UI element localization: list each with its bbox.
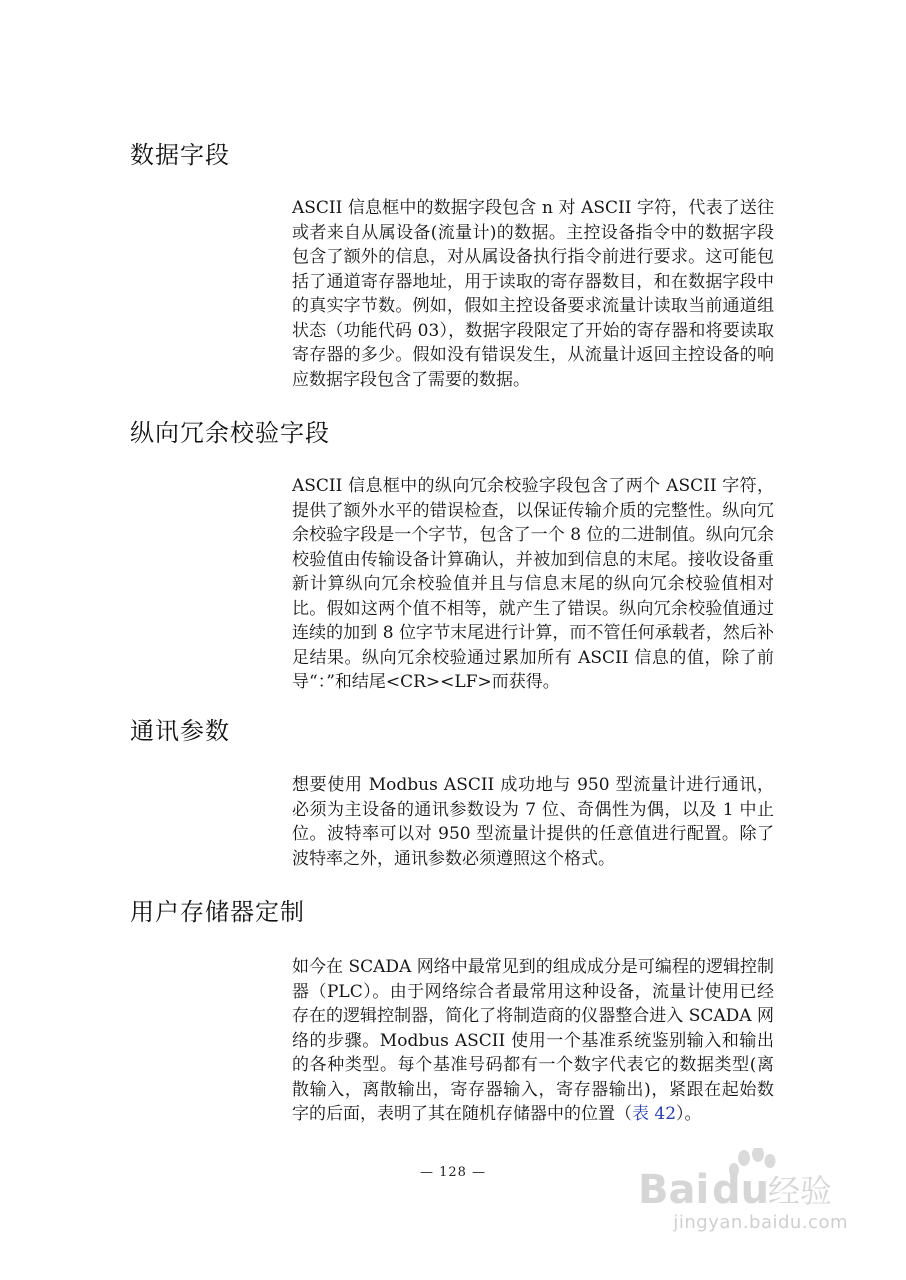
watermark-url: jingyan.baidu.com <box>673 1212 848 1233</box>
paragraph-comm-params: 想要使用 Modbus ASCII 成功地与 950 型流量计进行通讯，必须为主设备的通讯参数设为 7 位、奇偶性为偶，以及 1 中止位。波特率可以对 950 型流量计提供的任意值进行配置。除了波特率之外，通讯参数必须遵照这个格式。 <box>292 775 774 869</box>
baidu-jingyan-logo-icon <box>638 1148 848 1218</box>
svg-text:Bai: Bai <box>638 1167 710 1213</box>
section-heading-comm-params: 通讯参数 <box>130 717 230 745</box>
paragraph-data-field: ASCII 信息框中的数据字段包含 n 对 ASCII 字符，代表了送往或者来自从属设备(流量计)的数据。主控设备指令中的数据字段包含了额外的信息，对从属设备执行指令前进行要求。这可能包括了通道寄存器地址，用于读取的寄存器数目，和在数据字段中的真实字节数。例如，假如主控设备要求流量计读取当前通道组状态（功能代码 03），数据字段限定了开始的寄存器和将要读取寄存器的多少。假如没有错误发生，从流量计返回主控设备的响应数据字段包含了需要的数据。 <box>292 198 774 390</box>
paragraph-user-memory-end: ）。 <box>676 1104 702 1124</box>
section-heading-lrc-field: 纵向冗余校验字段 <box>130 419 330 447</box>
paragraph-user-memory <box>292 955 774 1127</box>
table-42-link[interactable]: 表 42 <box>632 1104 677 1124</box>
section-heading-data-field: 数据字段 <box>130 141 230 169</box>
baidu-watermark <box>638 1148 848 1243</box>
page-number: — 128 — <box>419 1165 487 1180</box>
section-heading-user-memory: 用户存储器定制 <box>130 898 305 926</box>
paragraph-user-memory-text: 如今在 SCADA 网络中最常见到的组成成分是可编程的逻辑控制器（PLC）。由于网络综合者最常用这种设备，流量计使用已经存在的逻辑控制器，简化了将制造商的仪器整合进入 SCADA 网络的步骤。Modbus ASCII 使用一个基准系统鉴别输入和输出的各种类型。每个基准号码都有一个数字代表它的数据类型(离散输入，离散输出，寄存器输入，寄存器输出)，紧跟在起始数字的后面，表明了其在随机存储器中的位置（ <box>292 957 774 1124</box>
svg-text:du: du <box>712 1167 770 1213</box>
paragraph-lrc-field: ASCII 信息框中的纵向冗余校验字段包含了两个 ASCII 字符，提供了额外水平的错误检查，以保证传输介质的完整性。纵向冗余校验字段是一个字节，包含了一个 8 位的二进制值。纵向冗余校验值由传输设备计算确认，并被加到信息的末尾。接收设备重新计算纵向冗余校验值并且与信息末尾的纵向冗余校验值相对比。假如这两个值不相等，就产生了错误。纵向冗余校验值通过连续的加到 8 位字节末尾进行计算，而不管任何承载者，然后补足结果。纵向冗余校验通过累加所有 ASCII 信息的值，除了前导“：”和结尾<CR><LF>而获得。 <box>292 476 774 692</box>
svg-text:经验: 经验 <box>768 1172 833 1210</box>
